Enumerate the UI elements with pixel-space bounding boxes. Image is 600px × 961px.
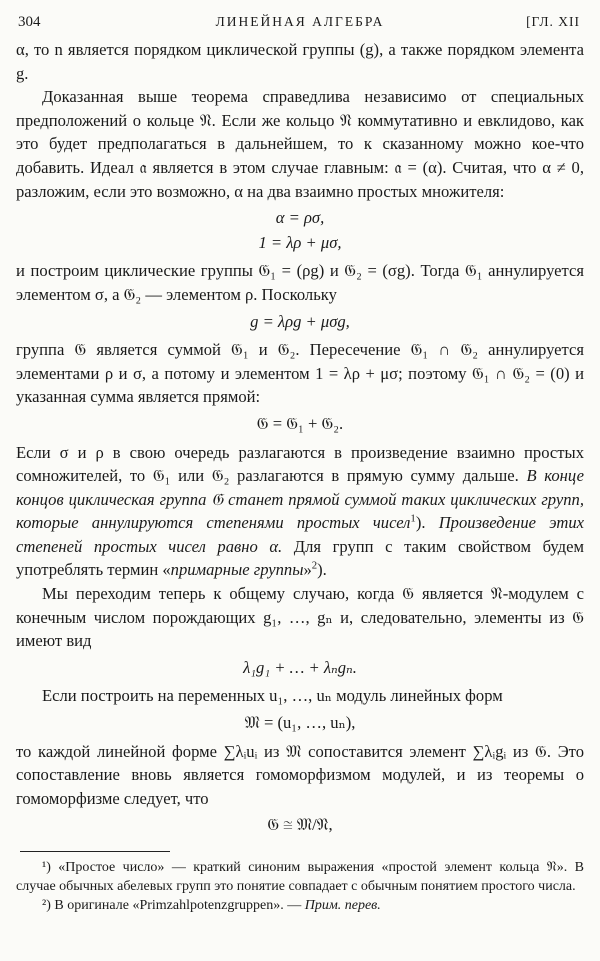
paragraph-3: и построим циклические группы 𝔊₁ = (ρg) и 𝔊₂ = (σg). Тогда 𝔊₁ аннулируется элементом σ, а 𝔊₂ — элементом ρ. Поскольку [16,261,584,304]
chapter-label: [ГЛ. XII [526,14,580,29]
footnote-divider [20,851,170,852]
paragraph-4: группа 𝔊 является суммой 𝔊₁ и 𝔊₂. Пересечение 𝔊₁ ∩ 𝔊₂ аннулируется элементами ρ и σ, а потому и элементом 1 = λρ + μσ; поэтому 𝔊₁ ∩ 𝔊₂ = (0) и указанная сумма является прямой: [16,340,584,407]
p5-end: » [303,560,312,580]
equation-2: g = λρg + μσg, [250,311,350,331]
p5-mid2: Для групп с таким свойством будем употреблять термин « [16,536,584,580]
running-header [16,10,584,38]
p5-italic-1: В конце концов циклическая группа 𝔊 станет прямой суммой таких циклических групп, которые аннулируются степенями простых чисел [16,466,584,533]
equation-3: 𝔊 = 𝔊₁ + 𝔊₂. [256,413,344,433]
footnotes [16,858,584,915]
paragraph-6: Мы переходим теперь к общему случаю, когда 𝔊 является 𝔑-модулем с конечным числом порождающих g₁, …, gₙ и, следовательно, элементы из 𝔊 имеют вид [16,584,584,651]
main-text [16,38,584,837]
paragraph-1: α, то n является порядком циклической группы (g), а также порядком элемента g. [16,40,584,83]
p5-start: Если σ и ρ в свою очередь разлагаются в произведение взаимно простых сомножителей, то 𝔊₁ или 𝔊₂ разлагаются в прямую сумму дальше. [16,442,584,486]
p5-italic-3: примарные группы [170,560,304,580]
equation-1a: α = ρσ, [275,208,325,228]
equation-6: 𝔊 ≅ 𝔐/𝔑, [267,815,333,835]
footnote-ref-1: 1 [410,512,416,525]
footnote-2-note: Прим. перев. [304,898,381,913]
footnote-2 [16,896,584,915]
p5-italic-2: Произведение этих степеней простых чисел равно α. [16,513,584,556]
footnote-2-text: ²) В оригинале «Primzahlpotenzgruppen». — [42,898,305,913]
footnote-1: ¹) «Простое число» — краткий синоним выражения «простой элемент кольца 𝔑». В случае обычных абелевых групп это понятие совпадает с обычным понятием простого числа. [16,860,584,894]
paragraph-2: Доказанная выше теорема справедлива независимо от специальных предположений о кольце 𝔑. Если же кольцо 𝔑 коммутативно и евклидово, как это будет предполагаться в дальнейшем, то к сказанному можно кое-что добавить. Идеал 𝔞 является в этом случае главным: 𝔞 = (α). Считая, что α ≠ 0, разложим, если это возможно, α на два взаимно простых множителя: [16,87,584,201]
running-title: ЛИНЕЙНАЯ АЛГЕБРА [215,14,385,29]
equation-5: 𝔐 = (u₁, …, uₙ), [244,713,356,733]
p5-mid: ). [415,513,439,533]
footnote-ref-2: 2 [311,559,318,572]
paragraph-8: то каждой линейной форме ∑λᵢuᵢ из 𝔐 сопоставится элемент ∑λᵢgᵢ из 𝔊. Это сопоставление вновь является гомоморфизмом модулей, и из теоремы о гомоморфизме следует, что [16,741,584,808]
page-number: 304 [18,14,41,30]
equation-4: λ₁g₁ + … + λₙgₙ. [243,657,357,677]
paragraph-5 [16,441,584,583]
paragraph-7: Если построить на переменных u₁, …, uₙ модуль линейных форм [42,686,503,706]
equation-1b: 1 = λρ + μσ, [258,232,342,252]
p5-end2: ). [317,560,327,580]
